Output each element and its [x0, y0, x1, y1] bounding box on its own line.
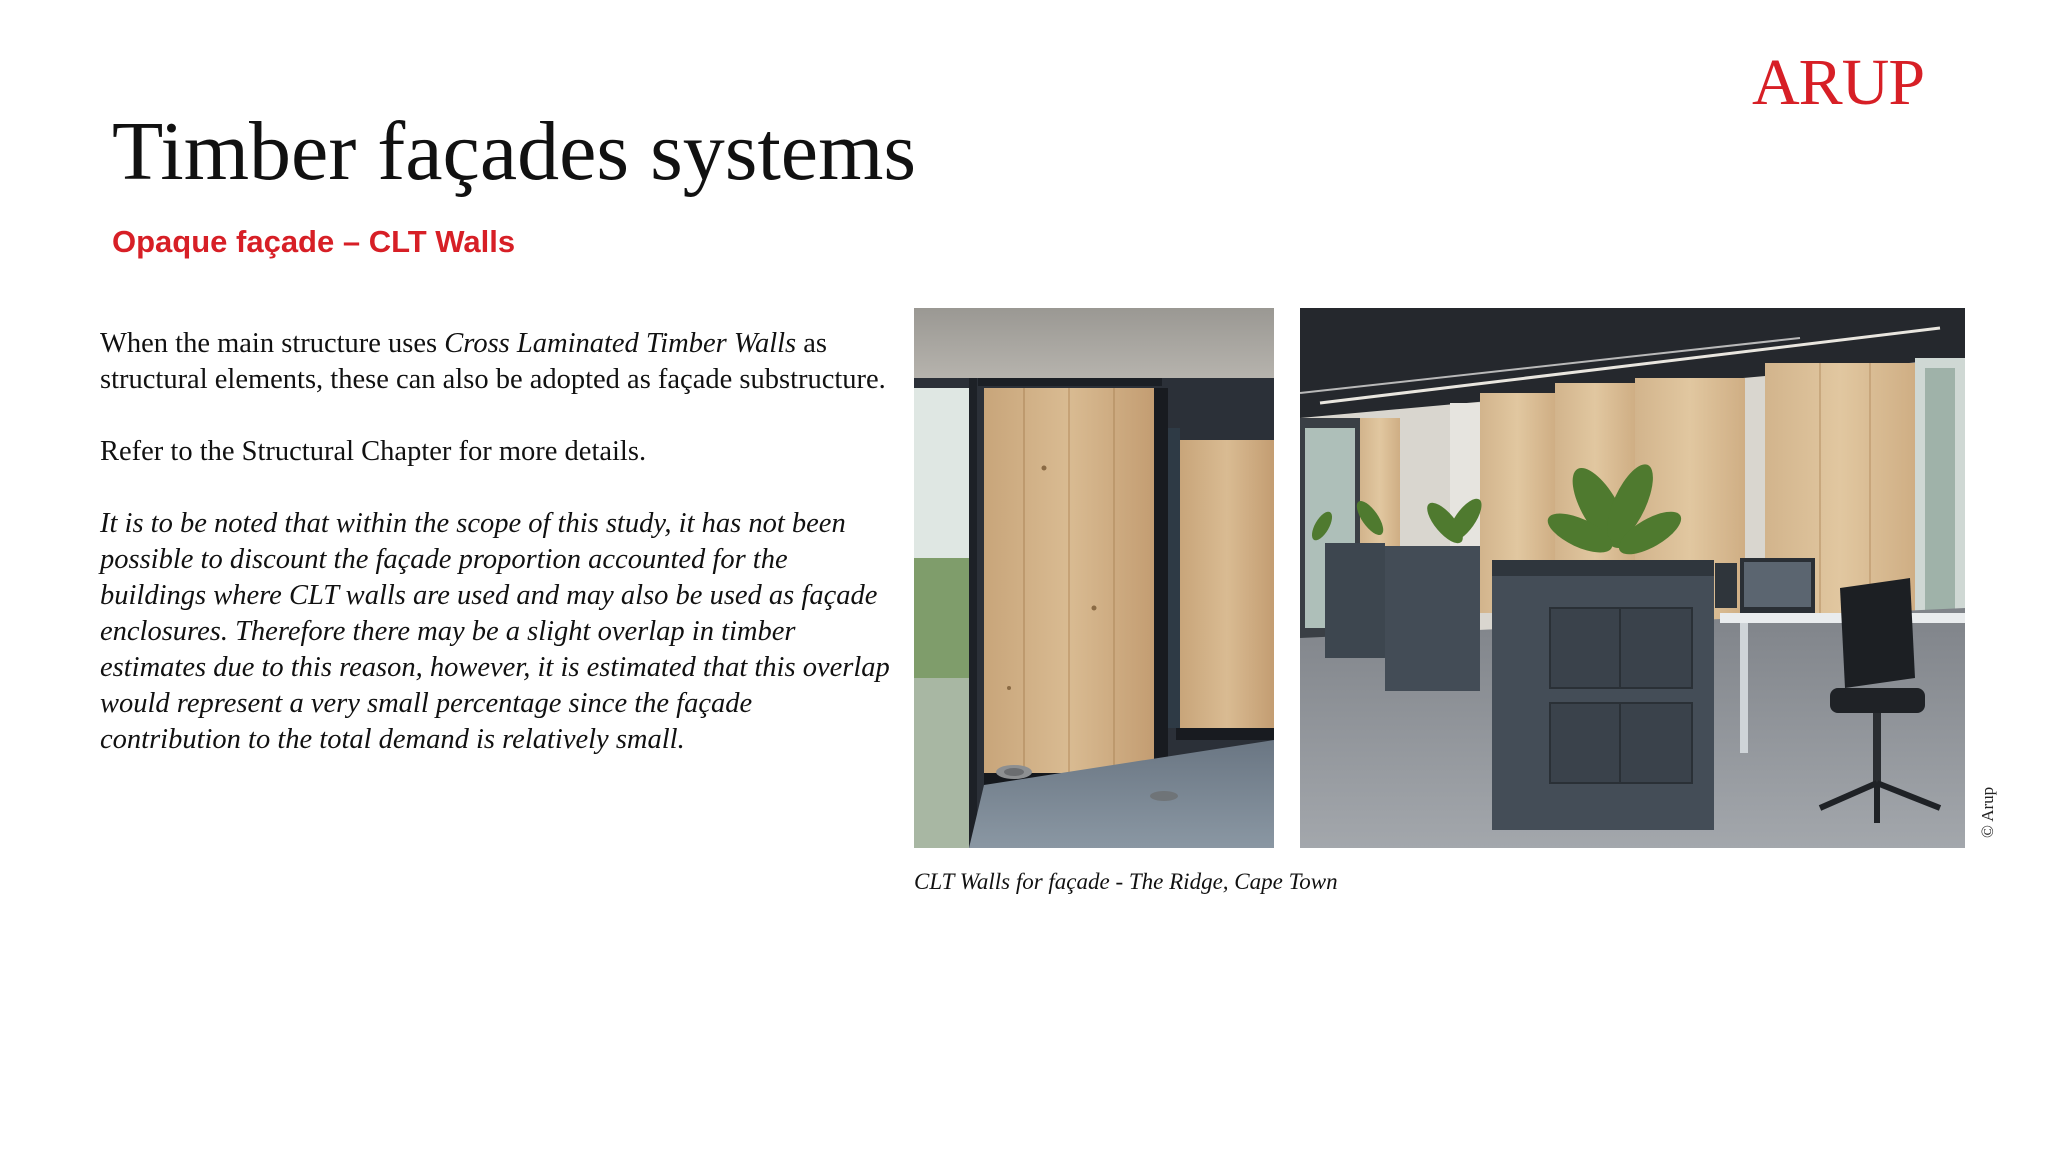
- photo-caption: CLT Walls for façade - The Ridge, Cape Town: [914, 869, 1338, 894]
- photo-clt-corner: [914, 308, 1274, 848]
- intro-emphasis: Cross Laminated Timber Walls: [444, 328, 797, 359]
- body-text: [100, 326, 890, 794]
- photo-clt-office-image: [1300, 308, 1965, 848]
- page-title: Timber façades systems: [112, 105, 917, 198]
- intro-paragraph: [100, 326, 890, 398]
- photo-credit: © Arup: [1978, 786, 1997, 838]
- reference-paragraph: Refer to the Structural Chapter for more details.: [100, 436, 647, 467]
- photo-clt-office: [1300, 308, 1965, 848]
- intro-text-end: as structural elements, these can also be adopted as façade substructure.: [100, 328, 886, 395]
- arup-logo: ARUP: [1752, 46, 1925, 119]
- intro-text-start: When the main structure uses: [100, 328, 445, 359]
- photo-clt-corner-image: [914, 308, 1274, 848]
- page-subtitle: Opaque façade – CLT Walls: [112, 224, 516, 259]
- note-paragraph: It is to be noted that within the scope of this study, it has not been possible to discount the façade proportion accounted for the buildings where CLT walls are used and may also be used as façade enclosures. Therefore there may be a slight overlap in timber estimates due to this reason, however, it is estimated that this overlap would represent a very small percentage since the façade contribution to the total demand is relatively small.: [100, 508, 890, 755]
